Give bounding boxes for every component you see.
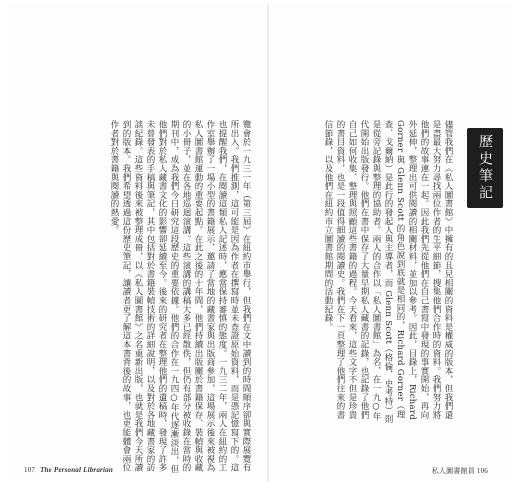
left-running-title: The Personal Librarian [40, 466, 113, 474]
left-page-body-text: 覽會於一九三一年（第三屆）在紐約市舉行，但我們在文中讀到的時間順序卻與實際展覽有所出入。我們推測，這可能是因為作者在撰寫時並未查證原始資料，而是憑記憶寫下的。這也提醒我們，在閱讀這類私人記述時，應當保持審慎的態度。一九三二年，兩人在紐約的工作室舉辦了一場小型的書籍展示，邀請了當地的藏書家與出版商參加，這場展示後來被視為私人圖書館運動的重要起點。在此之後的十年間，他們持續出版關於書籍保存、裝幀與收藏的小冊子，並在各地巡迴演講。這些演講的講稿大多已經散佚，但仍有部分被收錄在當時的期刊中，成為我們今日研究這段歷史的重要依據。他們的合作在一九四○年代逐漸淡出，但他們對於私人藏書文化的影響卻延續至今。後來的研究者在整理他們的遺稿時，發現了許多未曾發表的手稿與筆記，其中包括對於書籍裝幀技術的詳細說明，以及對於各地藏書家的訪談紀錄。這些資料後來被整理成冊，以《私人圖書館》之名重新出版，也就是我們今天所讀到的版本。我們希望透過這份歷史筆記，讓讀者更了解這本書背後的故事，也更能體會兩位作者對於書籍與閱讀的熱愛。 [109, 120, 251, 474]
book-gutter [267, 4, 269, 482]
left-page-number: 107 [24, 466, 36, 474]
right-running-title: 私人圖書館員 [431, 467, 475, 475]
right-page-body-text: 儘管我們在《私人圖書館》中擁有的且兒相關的資料是權威的版本，但我們還是盡最大努力尋找兩位作者的生平細節，搜集他們合作時的資料。我們努力將他們的故事連在一起。因此我們先從他們在自己書寫中發現的事實開始，再向外延伸，整理出可供閱讀的相關材料，並加以參考。因此，目錄上，Richard Gorner 與 Glenn Scott 的角色說到底就是相同的，Richard Gorner（理查．戈爾納）是此行的發起人與主導者，而 Glenn Scott（格倫．史考特）則是從旁記錄與整理的協助者。兩人的合作以「私人圖書館」為名，在一九○年代開始出版發行。他們在書中保存了大量早期私人藏書的記錄，也記錄了他們自己如何收集、整理與照顧這些書籍的過程。今天看來，這些文字不但是珍貴的書目資料，也是一段值得細讀的閱讀史。我們在下一頁整理了他們往來的書信節錄，以及他們在紐約市立圖書館期間的活動紀錄。 [323, 120, 453, 424]
open-book-spread [8, 4, 512, 482]
section-title-box [467, 128, 503, 208]
right-page-number: 106 [476, 467, 488, 475]
right-page-footer [432, 466, 488, 476]
section-title: 歷史筆記 [477, 134, 493, 202]
left-page-footer [24, 466, 113, 474]
